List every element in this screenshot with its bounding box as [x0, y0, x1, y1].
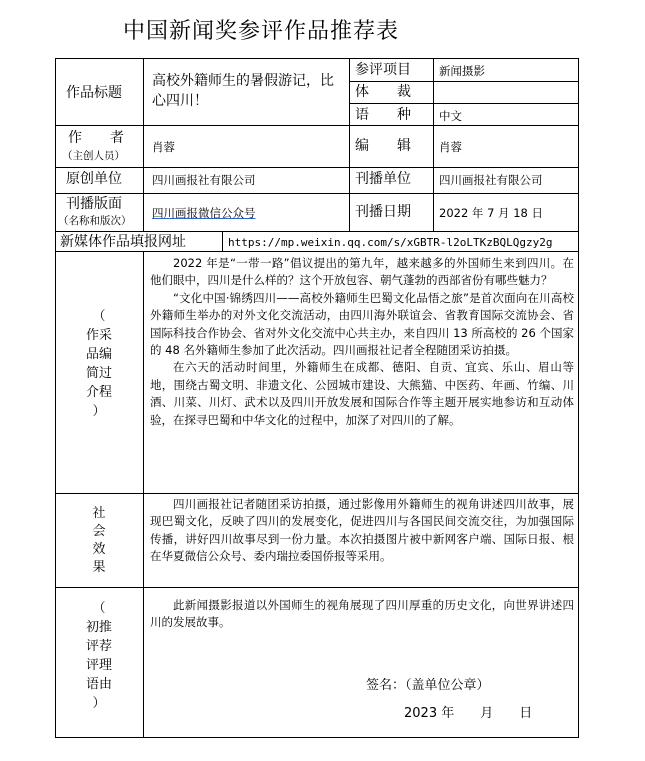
publisher-value: 四川画报社有限公司	[439, 173, 543, 187]
page-value: 四川画报微信公众号	[152, 206, 256, 220]
review-label-line: 评理	[86, 658, 113, 673]
work-title-value: 高校外籍师生的暑假游记，比心四川！	[152, 73, 334, 109]
review-label-line: ）	[92, 696, 106, 711]
effect-label-line: 果	[92, 560, 106, 575]
intro-paragraph: 在六天的活动时间里，外籍师生在成都、德阳、自贡、宜宾、乐山、眉山等地，围绕古蜀文明、非遗文化、公园城市建设、大熊猫、中医药、年画、竹编、川酒、川菜、川灯、武术以及四川开放发展和国际合作等主题开展实地参访和互动体验，在探寻巴蜀和中华文化的过程中，加深了对四川的了解。	[150, 360, 574, 427]
effect-label	[86, 505, 112, 577]
review-text	[150, 597, 574, 632]
intro-label	[86, 307, 112, 421]
effect-label-line: 会	[92, 524, 106, 539]
col-divider	[143, 251, 144, 738]
author-sub-label: （主创人员）	[62, 150, 125, 162]
col-divider	[222, 231, 223, 251]
intro-paragraph: “文化中国·锦绣四川——高校外籍师生巴蜀文化品悟之旅”是首次面向在川高校外籍师生举办的对外文化交流活动，由四川海外联谊会、省教育国际交流协会、省国际科技合作协会、省对外文化交流中心共主办，来自四川 13 所高校的 26 个国家的 48 名外籍师生参加了此次活动。四川画报社记者全程随团采访拍摄。	[150, 290, 574, 358]
origin-label: 原创单位	[66, 171, 122, 187]
intro-label-line: （	[92, 309, 106, 324]
category-label: 参评项目	[355, 62, 411, 78]
review-paragraph: 此新闻摄影报道以外国师生的视角展现了四川厚重的历史文化，向世界讲述四川的发展故事。	[150, 598, 574, 630]
editor-label: 编 辑	[355, 138, 411, 154]
row-divider	[56, 493, 578, 494]
page-title: 中国新闻奖参评作品推荐表	[123, 19, 400, 44]
review-label-line: 语由	[86, 677, 113, 692]
page-label: 刊播版面	[66, 196, 122, 212]
url-label: 新媒体作品填报网址	[60, 234, 186, 250]
col-divider	[143, 59, 144, 231]
origin-value: 四川画报社有限公司	[152, 173, 256, 187]
row-divider	[349, 81, 578, 82]
row-divider	[56, 587, 578, 588]
effect-label-line: 社	[92, 506, 106, 521]
signature-date: 2023 年 月 日	[404, 706, 533, 721]
page-sub-label: （名称和版次）	[58, 215, 132, 227]
review-label-line: 初推	[86, 620, 113, 635]
intro-label-line: 品编	[86, 347, 113, 362]
row-divider	[56, 251, 578, 252]
work-title-label: 作品标题	[66, 85, 122, 101]
category-value: 新闻摄影	[439, 64, 485, 78]
intro-label-line: 作采	[86, 328, 113, 343]
language-value: 中文	[439, 109, 462, 123]
review-label-line: （	[92, 601, 106, 616]
effect-paragraph: 四川画报社记者随团采访拍摄，通过影像用外籍师生的视角讲述四川故事，展现巴蜀文化，反映了四川的发展变化，促进四川与各国民间交流交往，为加强国际传播，讲好四川故事尽到一份力量。本次拍摄图片被中新网客户端、国际日报、根在华夏微信公众号、委内瑞拉委国侨报等采用。	[150, 497, 574, 564]
publisher-label: 刊播单位	[355, 171, 411, 187]
col-divider	[349, 59, 350, 231]
language-label: 语 种	[355, 107, 411, 123]
url-link[interactable]: https://mp.weixin.qq.com/s/xGBTR-l2oLTKzBQLQgzy2g	[228, 236, 553, 249]
review-label	[86, 599, 112, 713]
genre-label: 体 裁	[355, 84, 411, 100]
date-label: 刊播日期	[355, 204, 411, 220]
intro-label-line: 介程	[86, 385, 113, 400]
author-label: 作 者	[68, 130, 124, 146]
editor-value: 肖蓉	[439, 140, 462, 154]
intro-paragraph: 2022 年是“一带一路”倡议提出的第九年，越来越多的外国师生来到四川。在他们眼中，四川是什么样的？这个开放包容、朝气蓬勃的西部省份有哪些魅力？	[150, 256, 574, 288]
row-divider	[56, 193, 578, 194]
author-value: 肖蓉	[152, 140, 175, 154]
intro-text	[150, 255, 574, 429]
row-divider	[56, 231, 578, 232]
effect-label-line: 效	[92, 542, 106, 557]
intro-label-line: 简过	[86, 366, 113, 381]
date-value: 2022 年 7 月 18 日	[439, 206, 543, 220]
effect-text	[150, 496, 574, 566]
row-divider	[349, 103, 578, 104]
signature-line: 签名：（盖单位公章）	[366, 678, 490, 693]
row-divider	[56, 125, 578, 126]
recommendation-form	[55, 58, 579, 738]
intro-label-line: ）	[92, 404, 106, 419]
review-label-line: 评荐	[86, 639, 113, 654]
col-divider	[433, 59, 434, 231]
row-divider	[56, 167, 578, 168]
